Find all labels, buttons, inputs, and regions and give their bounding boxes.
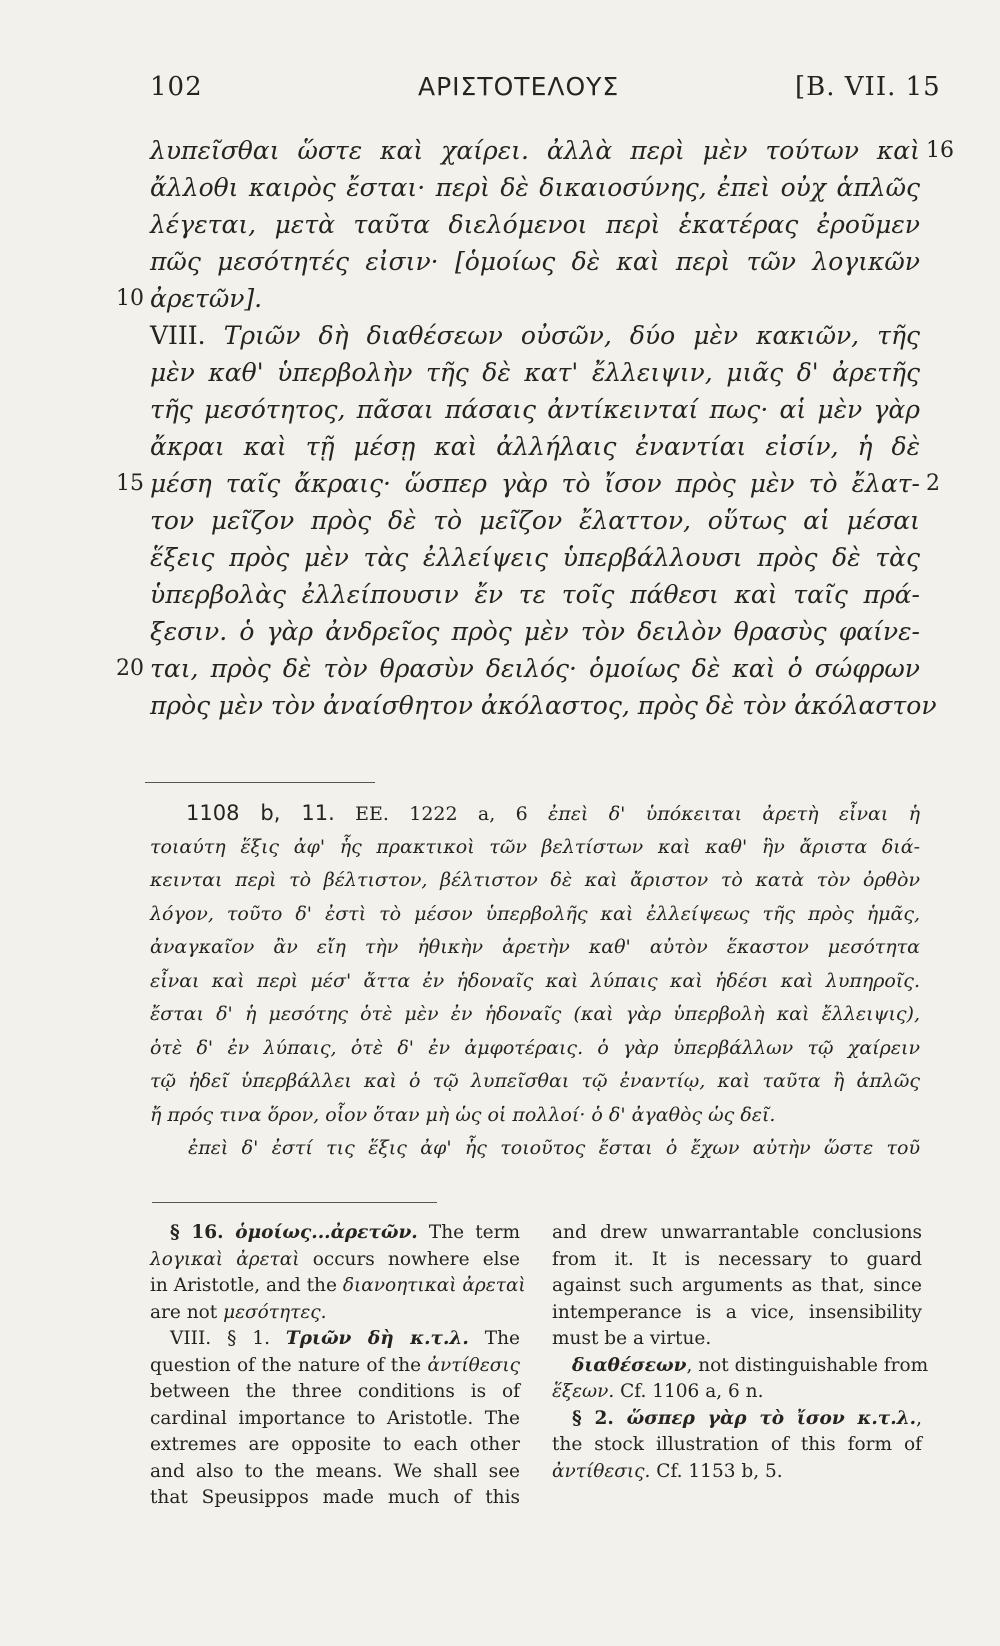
note-text-segment: The — [468, 1328, 520, 1349]
notes-divider-rule — [152, 1202, 437, 1203]
note-text-segment: The term — [417, 1222, 520, 1243]
note-line — [150, 1353, 520, 1380]
note-text-segment: cardinal importance to Aristotle. The — [150, 1407, 520, 1429]
note-line-content — [552, 1300, 922, 1327]
note-text-segment: from it. It is necessary to guard — [552, 1248, 922, 1270]
note-text-segment: ἀντίθεσις — [427, 1354, 520, 1376]
note-line-content — [150, 1273, 526, 1300]
main-text-line-content — [150, 280, 920, 317]
passage-line-content — [150, 931, 920, 965]
passage-greek-text: ἔσται δ' ἡ μεσότης ὁτὲ μὲν ἐν ἡδοναῖς (καὶ γὰρ ὑπερβολὴ καὶ ἔλλειψις), — [150, 1003, 920, 1025]
note-text-segment: διανοητικαὶ ἀρεταὶ — [342, 1275, 526, 1296]
note-line — [150, 1300, 520, 1327]
main-text-line-content — [150, 169, 920, 206]
note-line — [150, 1459, 520, 1486]
main-text-line — [150, 539, 920, 576]
note-line-content — [150, 1459, 520, 1486]
passage-line — [150, 1132, 920, 1166]
running-title: ΑΡΙΣΤΟΤΕΛΟΥΣ — [418, 72, 620, 101]
passage-line-content — [150, 864, 920, 898]
main-text-line-content — [150, 317, 920, 354]
section-reference: [B. VII. 15 — [795, 72, 941, 102]
greek-text: τον μεῖζον πρὸς δὲ τὸ μεῖζον ἔλαττον, οὕτως αἱ μέσαι — [150, 506, 920, 535]
passage-greek-text: ὁτὲ δ' ἐν λύπαις, ὁτὲ δ' ἐν ἀμφοτέραις. ὁ γὰρ ὑπερβάλλων τῷ χαίρειν — [150, 1036, 920, 1059]
note-line — [150, 1326, 520, 1353]
line-number: 20 — [116, 656, 144, 681]
note-line — [552, 1273, 922, 1300]
eudemian-ethics-parallel-passage — [150, 797, 920, 1166]
note-text-segment: question of the nature of the — [150, 1354, 428, 1376]
note-text-segment: VIII. § 1. — [170, 1328, 286, 1349]
greek-text: λέγεται, μετὰ ταῦτα διελόμενοι περὶ ἑκατέρας ἐροῦμεν — [150, 210, 920, 239]
passage-source-reference: EE. 1222 a, 6 — [355, 803, 528, 825]
main-text-line — [150, 169, 920, 206]
note-line — [150, 1220, 520, 1247]
passage-greek-text: λόγον, τοῦτο δ' ἐστὶ τὸ μέσον ὑπερβολῆς καὶ ἐλλείψεως τῆς πρὸς ἡμᾶς, — [150, 902, 920, 925]
section-number: 16 — [926, 138, 954, 163]
main-text-line-content — [150, 465, 920, 502]
note-line — [552, 1353, 929, 1380]
commentary-notes-right-column — [552, 1220, 929, 1485]
main-text-line-content — [150, 206, 920, 243]
passage-line — [150, 797, 920, 831]
passage-greek-text: ἤ πρός τινα ὅρον, οἷον ὅταν μὴ ὡς οἱ πολλοί· ὁ δ' ἀγαθὸς ὡς δεῖ. — [150, 1103, 776, 1126]
note-text-segment: μεσότητες. — [223, 1301, 327, 1323]
greek-text: μὲν καθ' ὑπερβολὴν τῆς δὲ κατ' ἔλλειψιν, μιᾶς δ' ἀρετῆς — [150, 358, 920, 387]
note-line — [150, 1273, 526, 1300]
greek-text: ἄλλοθι καιρὸς ἔσται· περὶ δὲ δικαιοσύνης, ἐπεὶ οὐχ ἁπλῶς — [150, 173, 920, 202]
main-text-line — [150, 206, 920, 243]
note-line-content — [150, 1432, 520, 1459]
note-line-content — [552, 1432, 922, 1459]
passage-line — [150, 931, 920, 965]
passage-line — [150, 831, 920, 865]
passage-greek-text: ἐπεὶ δ' ὑπόκειται ἀρετὴ εἶναι ἡ — [548, 803, 921, 825]
passage-line — [150, 1099, 920, 1133]
note-line — [552, 1459, 922, 1486]
main-text-line — [150, 391, 920, 428]
note-text-segment: Τριῶν δὴ κ.τ.λ. — [285, 1328, 469, 1349]
note-line — [150, 1379, 520, 1406]
note-line-content — [170, 1220, 520, 1247]
note-line — [552, 1432, 922, 1459]
passage-line-content — [150, 998, 920, 1032]
main-text-line-content — [150, 354, 920, 391]
note-line-content — [552, 1247, 922, 1274]
note-text-segment: extremes are opposite to each other — [150, 1434, 520, 1455]
passage-line-content — [150, 831, 920, 865]
main-text-line — [116, 650, 920, 687]
note-line — [150, 1247, 520, 1274]
main-text-line — [116, 465, 940, 502]
note-text-segment: § 2. — [572, 1407, 627, 1429]
note-text-segment: , not distinguishable from — [686, 1354, 929, 1376]
main-greek-text — [116, 132, 954, 724]
greek-text: ἕξεις πρὸς μὲν τὰς ἐλλείψεις ὑπερβάλλουσι πρὸς δὲ τὰς — [150, 543, 920, 572]
note-line-content — [572, 1353, 929, 1380]
greek-text: ξεσιν. ὁ γὰρ ἀνδρεῖος πρὸς μὲν τὸν δειλὸν θρασὺς φαίνε- — [150, 617, 920, 646]
note-text-segment: intemperance is a vice, insensibility — [552, 1301, 922, 1323]
note-line-content — [552, 1273, 922, 1300]
passage-line — [150, 864, 920, 898]
passage-greek-text: εἶναι καὶ περὶ μέσ' ἄττα ἐν ἡδοναῖς καὶ λύπαις καὶ ἡδέσι καὶ λυπηροῖς. — [150, 969, 920, 992]
passage-line — [150, 898, 920, 932]
main-text-line-content — [150, 539, 920, 576]
passage-line-content — [150, 965, 920, 999]
note-line — [552, 1379, 922, 1406]
main-text-line-content — [150, 428, 920, 465]
note-line-content — [150, 1485, 520, 1512]
main-text-line-content — [150, 650, 920, 687]
note-text-segment: occurs nowhere else — [299, 1248, 520, 1270]
greek-text: τῆς μεσότητος, πᾶσαι πάσαις ἀντίκεινταί πως· αἱ μὲν γὰρ — [150, 395, 920, 424]
passage-line-content — [150, 1099, 920, 1133]
note-line-content — [552, 1379, 922, 1406]
note-line — [552, 1326, 922, 1353]
note-text-segment: ἀντίθεσις. — [552, 1460, 651, 1482]
note-line — [150, 1406, 520, 1433]
note-line-content — [572, 1406, 922, 1433]
main-text-line — [150, 576, 920, 613]
note-line-content — [150, 1247, 520, 1274]
main-text-line-content — [150, 576, 920, 613]
greek-text: μέση ταῖς ἄκραις· ὥσπερ γὰρ τὸ ἴσον πρὸς μὲν τὸ ἔλατ- — [150, 469, 920, 498]
page-number: 102 — [150, 72, 203, 102]
passage-bekker-reference: 1108 b, 11. — [186, 801, 335, 825]
note-text-segment: and drew unwarrantable conclusions — [552, 1222, 922, 1243]
main-text-line-content — [150, 687, 937, 724]
note-line — [552, 1247, 922, 1274]
note-text-segment: and also to the means. We shall see — [150, 1460, 520, 1482]
main-text-line-content — [150, 502, 920, 539]
note-line — [552, 1220, 922, 1247]
main-text-line-content — [150, 243, 920, 280]
note-text-segment: διαθέσεων — [572, 1354, 687, 1376]
greek-text: πρὸς μὲν τὸν ἀναίσθητον ἀκόλαστος, πρὸς δὲ τὸν ἀκόλαστον — [150, 691, 937, 720]
main-text-line — [150, 613, 920, 650]
passage-line — [150, 998, 920, 1032]
note-line-content — [552, 1459, 922, 1486]
passage-line-content — [150, 1032, 920, 1066]
greek-text: Τριῶν δὴ διαθέσεων οὐσῶν, δύο μὲν κακιῶν, τῆς — [223, 321, 920, 350]
note-text-segment: § 16. — [170, 1222, 236, 1243]
passage-greek-text: ἐπεὶ δ' ἐστί τις ἕξις ἀφ' ἧς τοιοῦτος ἔσται ὁ ἔχων αὐτὴν ὥστε τοῦ — [188, 1137, 920, 1159]
note-text-segment: that Speusippos made much of this — [150, 1487, 520, 1508]
note-text-segment: λογικαὶ ἀρεταὶ — [150, 1248, 300, 1270]
passage-greek-text: τῷ ἡδεῖ ὑπερβάλλει καὶ ὁ τῷ λυπεῖσθαι τῷ ἐναντίῳ, καὶ ταῦτα ἢ ἁπλῶς — [150, 1070, 920, 1092]
line-number: 15 — [116, 471, 144, 496]
passage-line-content — [150, 898, 920, 932]
note-line-content — [150, 1406, 520, 1433]
commentary-notes-left-column — [150, 1220, 526, 1512]
note-text-segment: the stock illustration of this form of — [552, 1434, 922, 1455]
passage-line — [150, 1032, 920, 1066]
main-text-line-content — [150, 613, 920, 650]
note-text-segment: ὥσπερ γὰρ τὸ ἴσον κ.τ.λ. — [626, 1407, 917, 1429]
note-text-segment: must be a virtue. — [552, 1328, 712, 1349]
note-text-segment: Cf. 1153 b, 5. — [650, 1460, 783, 1482]
note-text-segment: ὁμοίως...ἀρετῶν. — [235, 1222, 418, 1243]
greek-text: ται, πρὸς δὲ τὸν θρασὺν δειλός· ὁμοίως δὲ καὶ ὁ σώφρων — [150, 654, 920, 683]
note-line-content — [150, 1379, 520, 1406]
passage-greek-text: κεινται περὶ τὸ βέλτιστον, βέλτιστον δὲ καὶ ἄριστον τὸ κατὰ τὸν ὀρθὸν — [150, 869, 920, 891]
main-text-line — [150, 317, 920, 354]
line-number: 10 — [116, 286, 144, 311]
greek-text: λυπεῖσθαι ὥστε καὶ χαίρει. ἀλλὰ περὶ μὲν τούτων καὶ — [150, 136, 920, 165]
greek-text: ἄκραι καὶ τῇ μέσῃ καὶ ἀλλήλαις ἐναντίαι εἰσίν, ἡ δὲ — [150, 432, 920, 461]
passage-divider-rule — [145, 782, 375, 783]
note-line-content — [170, 1326, 520, 1353]
note-line — [552, 1300, 922, 1327]
note-text-segment: , — [916, 1407, 922, 1429]
main-text-line — [150, 132, 954, 169]
note-line-content — [552, 1326, 922, 1353]
main-text-line — [116, 280, 920, 317]
note-text-segment: are not — [150, 1301, 224, 1323]
passage-line — [150, 965, 920, 999]
main-text-line-content — [150, 132, 920, 169]
note-line-content — [150, 1353, 520, 1380]
passage-line — [150, 1065, 920, 1099]
main-text-line-content — [150, 391, 920, 428]
main-text-line — [150, 243, 920, 280]
chapter-number: VIII. — [150, 321, 206, 350]
note-line — [552, 1406, 922, 1433]
passage-line-content — [150, 1065, 920, 1099]
greek-text: πῶς μεσότητές εἰσιν· [ὁμοίως δὲ καὶ περὶ τῶν λογικῶν — [150, 247, 920, 276]
note-text-segment: Cf. 1106 a, 6 n. — [614, 1381, 764, 1402]
section-number: 2 — [926, 471, 940, 496]
greek-text: ὑπερβολὰς ἐλλείπουσιν ἔν τε τοῖς πάθεσι καὶ ταῖς πρά- — [150, 580, 920, 609]
note-line — [150, 1485, 520, 1512]
note-text-segment: ἕξεων. — [552, 1381, 615, 1402]
running-header — [0, 72, 1000, 112]
note-text-segment: in Aristotle, and the — [150, 1275, 343, 1296]
passage-line-content — [186, 797, 920, 832]
main-text-line — [150, 354, 920, 391]
passage-line-content — [188, 1132, 920, 1166]
note-text-segment: between the three conditions is of — [150, 1381, 520, 1402]
main-text-line — [150, 687, 937, 724]
main-text-line — [150, 428, 920, 465]
main-text-line — [150, 502, 920, 539]
note-line-content — [552, 1220, 922, 1247]
note-text-segment: against such arguments as that, since — [552, 1275, 922, 1296]
passage-greek-text: τοιαύτη ἕξις ἀφ' ἧς πρακτικοὶ τῶν βελτίστων καὶ καθ' ἣν ἄριστα διά- — [150, 835, 920, 858]
passage-greek-text: ἀναγκαῖον ἂν εἴη τὴν ἠθικὴν ἀρετὴν καθ' αὐτὸν ἕκαστον μεσότητα — [150, 936, 920, 958]
greek-text: ἀρετῶν]. — [150, 284, 263, 313]
note-line-content — [150, 1300, 520, 1327]
note-line — [150, 1432, 520, 1459]
